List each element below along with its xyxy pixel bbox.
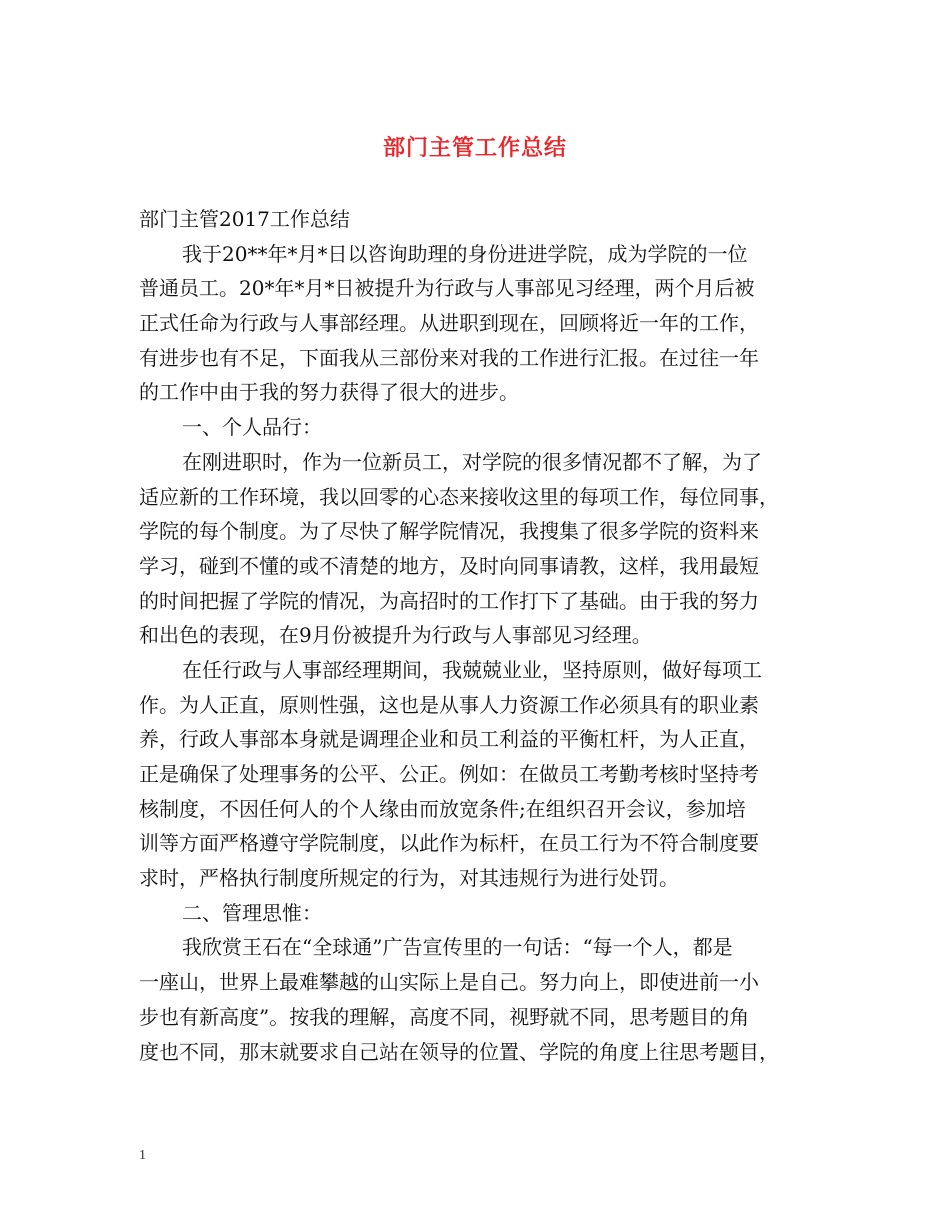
paragraph-line: 求时，严格执行制度所规定的行为，对其违规行为进行处罚。 [139, 866, 679, 891]
paragraph-line: 步也有新高度”。按我的理解，高度不同，视野就不同，思考题目的角 [139, 1004, 750, 1029]
paragraph-line: 在任行政与人事部经理期间，我兢兢业业，坚持原则，做好每项工 [182, 657, 762, 682]
paragraph-line: 核制度，不因任何人的个人缘由而放宽条件;在组织召开会议，参加培 [139, 796, 746, 821]
page-number: 1 [139, 1148, 146, 1163]
paragraph-line: 作。为人正直，原则性强，这也是从事人力资源工作必须具有的职业素 [139, 692, 759, 717]
paragraph-line: 正是确保了处理事务的公平、公正。例如：在做员工考勤考核时坚持考 [139, 762, 759, 786]
paragraph-line: 一座山，世界上最难攀越的山实际上是自己。努力向上，即使进前一小 [139, 970, 759, 995]
paragraph-line: 我欣赏王石在“全球通”广告宣传里的一句话：“每一个人，都是 [182, 935, 733, 960]
paragraph-line: 我于20**年*月*日以咨询助理的身份进进学院，成为学院的一位 [182, 241, 748, 266]
paragraph-line: 度也不同，那末就要求自己站在领导的位置、学院的角度上往思考题目， [139, 1039, 779, 1064]
paragraph-line: 在刚进职时，作为一位新员工，对学院的很多情况都不了解，为了 [182, 449, 762, 474]
subtitle-line: 部门主管2017工作总结 [139, 207, 350, 231]
paragraph-line: 学院的每个制度。为了尽快了解学院情况，我搜集了很多学院的资料来 [139, 519, 759, 544]
section-heading: 一、个人品行： [182, 415, 322, 440]
paragraph-line: 养，行政人事部本身就是调理企业和员工利益的平衡杠杆，为人正直， [139, 727, 759, 752]
paragraph-line: 训等方面严格遵守学院制度，以此作为标杆，在员工行为不符合制度要 [139, 831, 759, 856]
paragraph-line: 的时间把握了学院的情况，为高招时的工作打下了基础。由于我的努力 [139, 588, 759, 613]
paragraph-line: 有进步也有不足，下面我从三部份来对我的工作进行汇报。在过往一年 [139, 345, 759, 370]
document-title: 部门主管工作总结 [382, 135, 567, 161]
document-body [139, 202, 825, 1069]
paragraph-line: 学习，碰到不懂的或不清楚的地方，及时向同事请教，这样，我用最短 [139, 553, 759, 578]
section-heading: 二、管理思惟： [182, 900, 322, 925]
paragraph-line: 正式任命为行政与人事部经理。从进职到现在，回顾将近一年的工作， [139, 311, 759, 336]
paragraph-line: 和出色的表现，在9月份被提升为行政与人事部见习经理。 [139, 623, 652, 648]
paragraph-line: 普通员工。20*年*月*日被提升为行政与人事部见习经理，两个月后被 [139, 276, 755, 301]
paragraph-line: 的工作中由于我的努力获得了很大的进步。 [139, 380, 519, 405]
paragraph-line: 适应新的工作环境，我以回零的心态来接收这里的每项工作，每位同事， [139, 484, 779, 509]
